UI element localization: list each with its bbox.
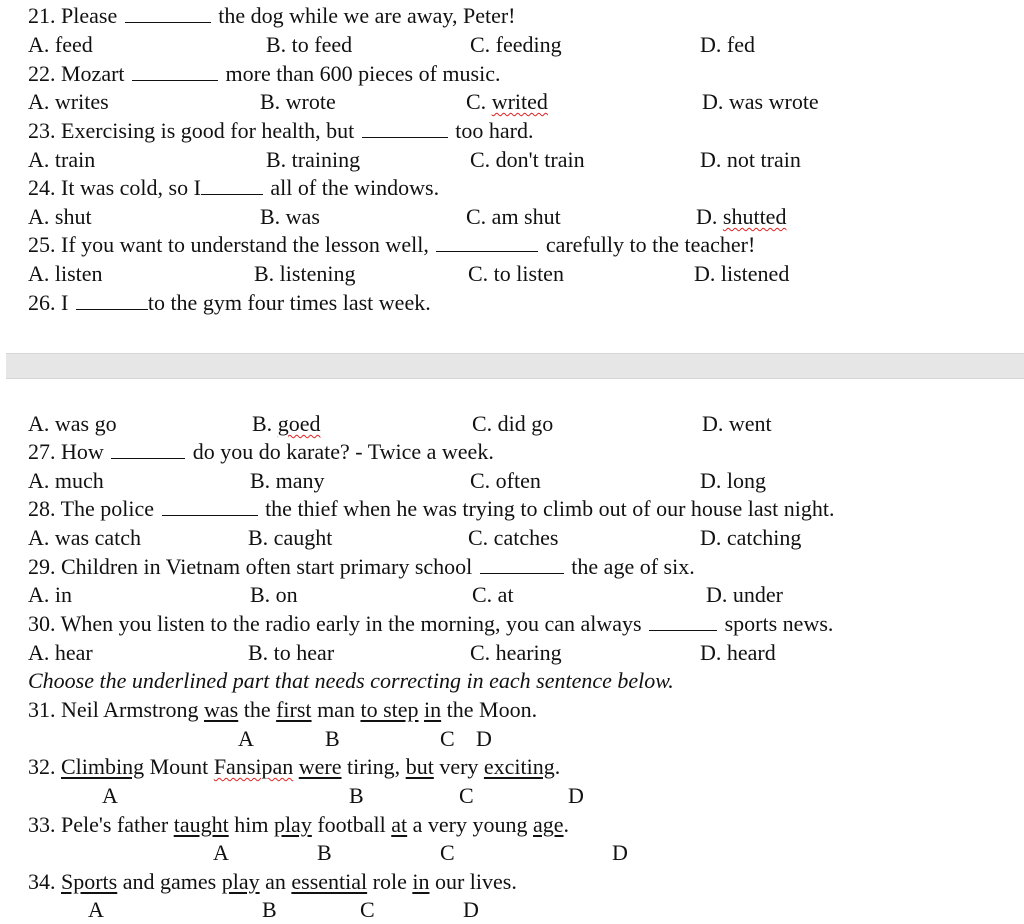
question-27: [28, 438, 494, 466]
q30-option-d: D. heard: [700, 640, 776, 665]
answer-blank: [436, 250, 538, 252]
q24-text-end: all of the windows.: [264, 175, 440, 200]
q30-text-end: sports news.: [719, 611, 834, 636]
q33-underlined-b: play: [273, 812, 312, 837]
q21-option-a: A. feed: [28, 32, 93, 57]
q33-underlined-d: age: [533, 812, 564, 837]
q31-letter-d: D: [476, 726, 492, 751]
question-32: [28, 753, 560, 781]
q23-option-b: B. training: [266, 147, 361, 172]
q26-option-a: A. was go: [28, 411, 117, 436]
question-24: [28, 174, 439, 202]
q27-option-b: B. many: [250, 468, 325, 493]
q22-option-a: A. writes: [28, 89, 109, 114]
q28-option-a: A. was catch: [28, 525, 142, 550]
q33-text: him: [228, 812, 274, 837]
q32-letter-d: D: [568, 783, 584, 808]
q31-letter-c: C: [440, 726, 455, 751]
q32-letter-c: C: [459, 783, 474, 808]
q29-option-c: C. at: [472, 582, 514, 607]
q22-option-c-word: writed: [491, 89, 548, 114]
q25-text-start: 25. If you want to understand the lesson well,: [28, 232, 435, 257]
q24-option-c: C. am shut: [466, 204, 561, 229]
q33-text: .: [563, 812, 570, 837]
q30-option-a: A. hear: [28, 640, 93, 665]
q31-text: 31. Neil Armstrong: [28, 697, 204, 722]
q28-option-d: D. catching: [700, 525, 802, 550]
q32-text: 32.: [28, 754, 61, 779]
q32-underlined-a: Climbing: [61, 754, 145, 779]
q21-option-d: D. fed: [700, 32, 755, 57]
q32-proper-noun: Fansipan: [213, 754, 294, 779]
q24-option-b: B. was: [260, 204, 320, 229]
q24-option-d: [696, 203, 786, 231]
q32-letter-b: B: [349, 783, 364, 808]
question-23: [28, 117, 533, 145]
q21-option-c: C. feeding: [470, 32, 562, 57]
question-30: [28, 610, 833, 638]
page-break-divider: [6, 353, 1024, 379]
q32-underlined-b: were: [298, 754, 342, 779]
q25-option-c: C. to listen: [468, 261, 564, 286]
q28-text-end: the thief when he was trying to climb out of our house last night.: [259, 496, 835, 521]
q24-text-start: 24. It was cold, so I: [28, 175, 201, 200]
q21-option-b: B. to feed: [266, 32, 353, 57]
q34-letter-c: C: [360, 897, 375, 922]
question-29: [28, 553, 695, 581]
q32-underlined-c: but: [405, 754, 434, 779]
q31-text: man: [311, 697, 361, 722]
question-33: [28, 811, 569, 839]
q33-text: football: [311, 812, 392, 837]
q33-letter-b: B: [317, 840, 332, 865]
q27-text-start: 27. How: [28, 439, 110, 464]
q26-option-c: C. did go: [472, 411, 554, 436]
q27-text-end: do you do karate? - Twice a week.: [187, 439, 494, 464]
q26-option-b-prefix: B.: [252, 411, 278, 436]
q28-option-c: C. catches: [468, 525, 559, 550]
q31-underlined-b: first: [276, 697, 312, 722]
q24-option-d-word: shutted: [722, 204, 787, 229]
q31-letter-a: A: [238, 726, 254, 751]
q26-text-start: 26. I: [28, 290, 74, 315]
q32-text: Mount: [144, 754, 214, 779]
q21-text-end: the dog while we are away, Peter!: [212, 3, 516, 28]
q25-text-end: carefully to the teacher!: [540, 232, 756, 257]
question-31: [28, 696, 537, 724]
q31-text: the Moon.: [441, 697, 538, 722]
q34-text: 34.: [28, 869, 61, 894]
q34-underlined-c: essential: [291, 869, 368, 894]
answer-blank: [649, 629, 717, 631]
q29-text-start: 29. Children in Vietnam often start primary school: [28, 554, 478, 579]
q31-text: the: [238, 697, 277, 722]
q29-option-b: B. on: [250, 582, 298, 607]
answer-blank: [132, 79, 218, 81]
question-26: [28, 289, 431, 317]
q34-underlined-d: in: [412, 869, 430, 894]
q32-text: tiring,: [341, 754, 406, 779]
section-instruction: Choose the underlined part that needs correcting in each sentence below.: [28, 668, 674, 693]
q23-option-a: A. train: [28, 147, 96, 172]
q32-letter-a: A: [102, 783, 118, 808]
answer-blank: [76, 308, 148, 310]
q33-letter-a: A: [213, 840, 229, 865]
q34-text: and games: [117, 869, 222, 894]
q34-text: role: [367, 869, 413, 894]
q22-option-c-prefix: C.: [466, 89, 492, 114]
q31-underlined-a: was: [204, 697, 239, 722]
q26-option-b-word: goed: [277, 411, 321, 436]
q32-underlined-d: exciting: [483, 754, 555, 779]
q33-letter-d: D: [612, 840, 628, 865]
q26-text-end: to the gym four times last week.: [147, 290, 431, 315]
q22-option-d: D. was wrote: [702, 89, 819, 114]
q22-option-b: B. wrote: [260, 89, 336, 114]
q24-option-a: A. shut: [28, 204, 92, 229]
q22-text-end: more than 600 pieces of music.: [220, 61, 501, 86]
q33-text: 33. Pele's father: [28, 812, 174, 837]
q23-option-c: C. don't train: [470, 147, 585, 172]
q33-underlined-c: at: [391, 812, 408, 837]
q25-option-b: B. listening: [254, 261, 356, 286]
q30-option-c: C. hearing: [470, 640, 562, 665]
q27-option-c: C. often: [470, 468, 541, 493]
q34-letter-d: D: [463, 897, 479, 922]
q23-text-start: 23. Exercising is good for health, but: [28, 118, 360, 143]
q22-text-start: 22. Mozart: [28, 61, 131, 86]
answer-blank: [201, 193, 263, 195]
question-34: [28, 868, 517, 896]
q33-text: a very young: [407, 812, 534, 837]
q30-option-b: B. to hear: [248, 640, 335, 665]
q31-letter-b: B: [325, 726, 340, 751]
q27-option-a: A. much: [28, 468, 104, 493]
question-28: [28, 495, 835, 523]
q28-text-start: 28. The police: [28, 496, 160, 521]
q29-option-a: A. in: [28, 582, 72, 607]
q23-option-d: D. not train: [700, 147, 801, 172]
answer-blank: [125, 21, 211, 23]
q34-letter-b: B: [262, 897, 277, 922]
answer-blank: [111, 457, 185, 459]
q32-text: very: [433, 754, 484, 779]
question-25: [28, 231, 755, 259]
question-21: [28, 2, 515, 30]
q34-underlined-b: play: [221, 869, 260, 894]
q24-option-d-prefix: D.: [696, 204, 723, 229]
q25-option-d: D. listened: [694, 261, 790, 286]
q23-text-end: too hard.: [449, 118, 534, 143]
q33-letter-c: C: [440, 840, 455, 865]
q26-option-d: D. went: [702, 411, 772, 436]
q31-underlined-c: to step: [360, 697, 419, 722]
q26-option-b: [252, 410, 320, 438]
q30-text-start: 30. When you listen to the radio early in the morning, you can always: [28, 611, 648, 636]
q28-option-b: B. caught: [248, 525, 333, 550]
q29-option-d: D. under: [706, 582, 783, 607]
question-22: [28, 60, 500, 88]
q34-underlined-a: Sports: [61, 869, 118, 894]
q25-option-a: A. listen: [28, 261, 103, 286]
q34-text: our lives.: [429, 869, 517, 894]
answer-blank: [362, 136, 448, 138]
q29-text-end: the age of six.: [565, 554, 695, 579]
q32-text: .: [554, 754, 561, 779]
q27-option-d: D. long: [700, 468, 766, 493]
answer-blank: [480, 572, 564, 574]
q34-letter-a: A: [88, 897, 104, 922]
q33-underlined-a: taught: [173, 812, 229, 837]
q34-text: an: [259, 869, 292, 894]
q22-option-c: [466, 88, 548, 116]
q31-underlined-d: in: [424, 697, 442, 722]
answer-blank: [162, 514, 258, 516]
q21-text-start: 21. Please: [28, 3, 123, 28]
